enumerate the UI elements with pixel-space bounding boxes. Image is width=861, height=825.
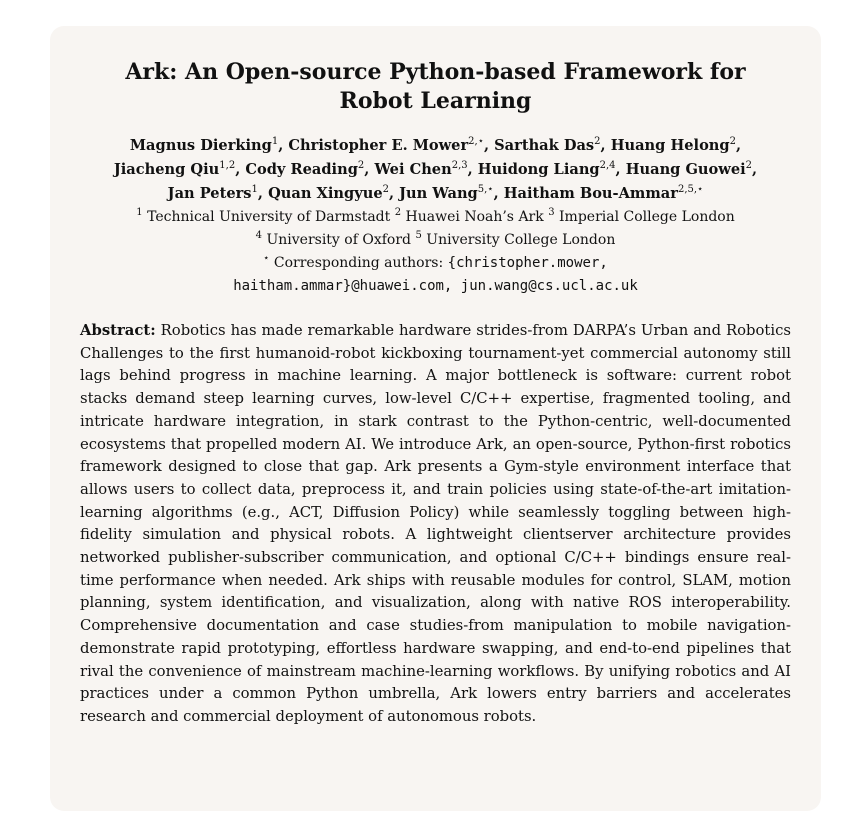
- email-list-line-2: haitham.ammar}@huawei.com, jun.wang@cs.ucl.ac.uk: [233, 278, 638, 294]
- abstract-label: Abstract:: [80, 322, 156, 339]
- author: Jan Peters$^1$,: [167, 184, 269, 202]
- affiliation: $^3$ Imperial College London: [548, 207, 735, 225]
- author: Cody Reading$^2$,: [245, 160, 375, 178]
- abstract: [80, 320, 791, 729]
- author: Huang Guowei$^2$,: [625, 160, 758, 178]
- author: Haitham Bou-Ammar$^{2,5,⋆}$: [503, 184, 704, 202]
- corresponding-authors: [50, 252, 821, 298]
- paper-title: [50, 58, 821, 116]
- author: Magnus Dierking$^1$,: [129, 136, 289, 154]
- affiliation: $^2$ Huawei Noah’s Ark: [394, 207, 544, 225]
- author-list: [50, 134, 821, 206]
- email-list-line-1: {christopher.mower,: [447, 255, 608, 271]
- affiliations: [50, 206, 821, 252]
- title-line-2: Robot Learning: [339, 88, 532, 114]
- author: Wei Chen$^{2,3}$,: [374, 160, 478, 178]
- author: Huidong Liang$^{2,4}$,: [477, 160, 626, 178]
- title-line-1: Ark: An Open-source Python-based Framework for: [125, 59, 746, 85]
- author: Quan Xingyue$^2$,: [268, 184, 400, 202]
- author: Jun Wang$^{5,⋆}$,: [399, 184, 504, 202]
- author: Jiacheng Qiu$^{1,2}$,: [113, 160, 246, 178]
- affiliation: $^4$ University of Oxford: [255, 230, 411, 248]
- affiliation: $^5$ University College London: [415, 230, 616, 248]
- affiliation: $^1$ Technical University of Darmstadt: [136, 207, 391, 225]
- corresponding-marker: ⋆: [263, 253, 270, 264]
- paper-card: [50, 26, 821, 811]
- author: Christopher E. Mower$^{2,⋆}$,: [288, 136, 495, 154]
- abstract-text: Robotics has made remarkable hardware strides-from DARPA’s Urban and Robotics Challenges to the first humanoid-robot kickboxing tournament-yet commercial autonomy still lags behind progress in machine learning. A major bottleneck is software: current robot stacks demand steep learning curves, low-level C/C++ expertise, fragmented tooling, and intricate hardware integration, in stark contrast to the Python-centric, well-documented ecosystems that propelled modern AI. We introduce Ark, an open-source, Python-first robotics framework designed to close that gap. Ark presents a Gym-style environment interface that allows users to collect data, preprocess it, and train policies using state-of-the-art imitation-learning algorithms (e.g., ACT, Diffusion Policy) while seamlessly toggling between high-fidelity simulation and physical robots. A lightweight clientserver architecture provides networked publisher-subscriber communication, and optional C/C++ bindings ensure real-time performance when needed. Ark ships with reusable modules for control, SLAM, motion planning, system identification, and visualization, along with native ROS interoperability. Comprehensive documentation and case studies-from manipulation to mobile navigation-demonstrate rapid prototyping, effortless hardware swapping, and end-to-end pipelines that rival the convenience of mainstream machine-learning workflows. By unifying robotics and AI practices under a common Python umbrella, Ark lowers entry barriers and accelerates research and commercial deployment of autonomous robots.: [80, 322, 791, 725]
- author: Huang Helong$^2$,: [610, 136, 742, 154]
- author: Sarthak Das$^2$,: [494, 136, 611, 154]
- corresponding-label: Corresponding authors:: [273, 255, 444, 271]
